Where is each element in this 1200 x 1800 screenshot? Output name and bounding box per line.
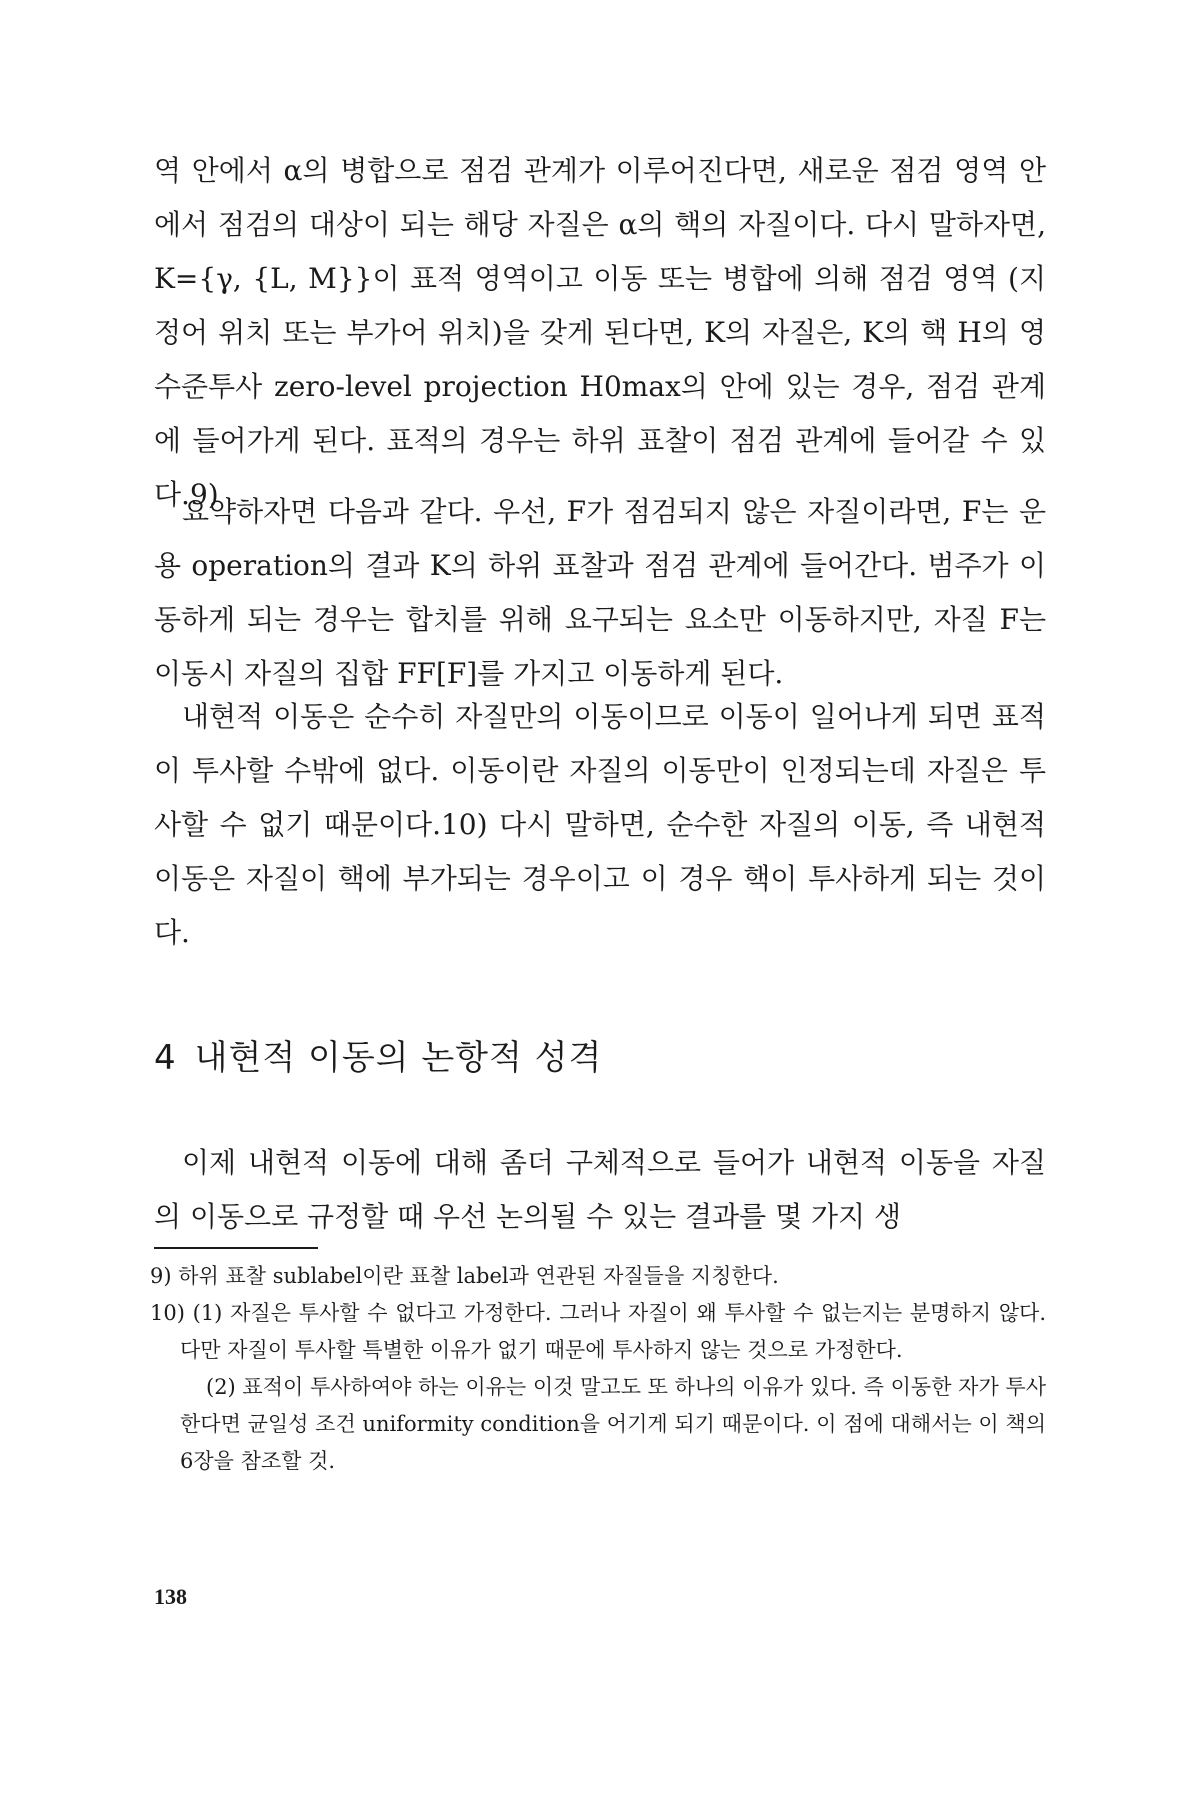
body-paragraph-3: 내현적 이동은 순수히 자질만의 이동이므로 이동이 일어나게 되면 표적이 투사할 수밖에 없다. 이동이란 자질의 이동만이 인정되는데 자질은 투사할 수 없기 때문이다.10) 다시 말하면, 순수한 자질의 이동, 즉 내현적 이동은 자질이 핵에 부가되는 경우이고 이 경우 핵이 투사하게 되는 것이다.: [154, 700, 1046, 949]
section-heading: [154, 1030, 602, 1079]
footnote-divider: [154, 1247, 318, 1249]
body-paragraph-4: 이제 내현적 이동에 대해 좀더 구체적으로 들어가 내현적 이동을 자질의 이동으로 규정할 때 우선 논의될 수 있는 결과를 몇 가지 생: [154, 1146, 1046, 1233]
section-title: 내현적 이동의 논항적 성격: [194, 1038, 603, 1078]
footnotes: [150, 1258, 1046, 1480]
body-paragraph-2: 요약하자면 다음과 같다. 우선, F가 점검되지 않은 자질이라면, F는 운용 operation의 결과 K의 하위 표찰과 점검 관계에 들어간다. 범주가 이동하게 되는 경우는 합치를 위해 요구되는 요소만 이동하지만, 자질 F는 이동시 자질의 집합 FF[F]를 가지고 이동하게 된다.: [154, 495, 1046, 690]
page-number: 138: [154, 1584, 187, 1609]
footnote-10-part-2: (2) 표적이 투사하여야 하는 이유는 이것 말고도 또 하나의 이유가 있다. 즉 이동한 자가 투사한다면 균일성 조건 uniformity condition을 어기게 되기 때문이다. 이 점에 대해서는 이 책의 6장을 참조할 것.: [180, 1375, 1046, 1473]
body-paragraph-1: 역 안에서 α의 병합으로 점검 관계가 이루어진다면, 새로운 점검 영역 안에서 점검의 대상이 되는 해당 자질은 α의 핵의 자질이다. 다시 말하자면, K={γ, {L, M}}이 표적 영역이고 이동 또는 병합에 의해 점검 영역 (지정어 위치 또는 부가어 위치)을 갖게 된다면, K의 자질은, K의 핵 H의 영수준투사 zero-level projection H0max의 안에 있는 경우, 점검 관계에 들어가게 된다. 표적의 경우는 하위 표찰이 점검 관계에 들어갈 수 있다.9): [154, 154, 1046, 511]
footnote-9: 9) 하위 표찰 sublabel이란 표찰 label과 연관된 자질들을 지칭한다.: [150, 1264, 779, 1288]
footnote-10-part-1: 10) (1) 자질은 투사할 수 없다고 가정한다. 그러나 자질이 왜 투사할 수 없는지는 분명하지 않다. 다만 자질이 투사할 특별한 이유가 없기 때문에 투사하지 않는 것으로 가정한다.: [150, 1301, 1046, 1362]
section-number: 4: [154, 1038, 177, 1078]
